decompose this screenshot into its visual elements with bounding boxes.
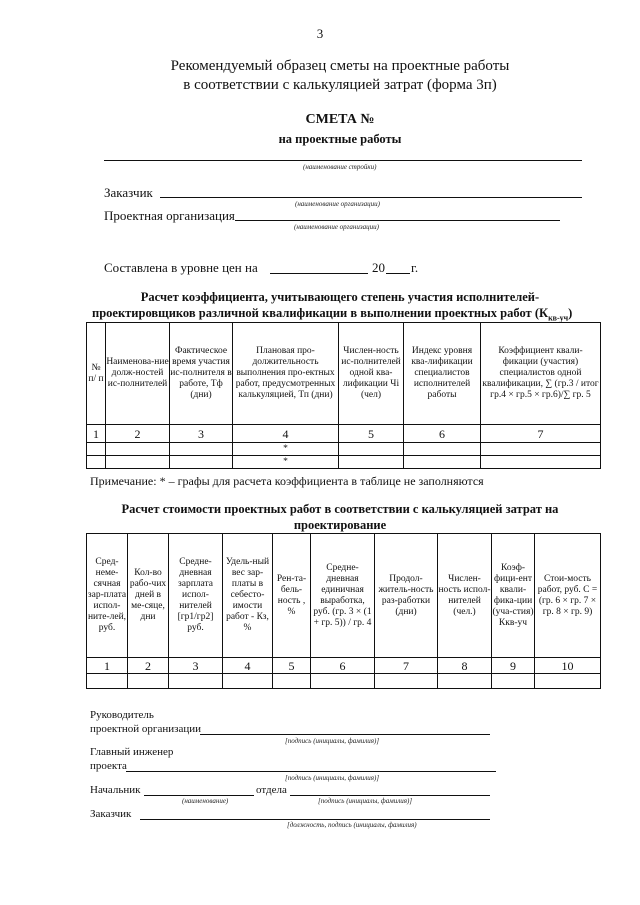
table2-header: Числен-ность испол-нителей (чел.) bbox=[438, 534, 492, 658]
table1-row bbox=[87, 456, 601, 469]
chief-signature-line bbox=[126, 771, 496, 772]
table-cell bbox=[339, 456, 404, 469]
table-cell bbox=[375, 674, 438, 689]
customer-hint: (наименование организации) bbox=[295, 200, 380, 208]
column-number: 3 bbox=[170, 425, 233, 443]
table-cell bbox=[481, 443, 601, 456]
table2-header: Средне-дневная зарплата испол-нителей [гр1/гр2] руб. bbox=[169, 534, 223, 658]
table1-number-row bbox=[87, 425, 601, 443]
price-level-year: 20 bbox=[372, 260, 385, 275]
column-number: 6 bbox=[404, 425, 481, 443]
table1-header: Числен-ность ис-полнителей одной ква-лификации Чi (чел) bbox=[339, 323, 404, 425]
construction-line bbox=[104, 160, 582, 161]
table-cell bbox=[481, 456, 601, 469]
table2-header: Коэф-фици-ент квали-фика-ции (уча-стия) Ккв-уч bbox=[492, 534, 535, 658]
star-cell: * bbox=[233, 443, 339, 456]
column-number: 2 bbox=[106, 425, 170, 443]
star-cell: * bbox=[233, 456, 339, 469]
column-number: 2 bbox=[128, 658, 169, 674]
column-number: 6 bbox=[311, 658, 375, 674]
column-number: 3 bbox=[169, 658, 223, 674]
table2-header-row bbox=[87, 534, 601, 658]
document-title bbox=[40, 57, 640, 95]
table-cell bbox=[311, 674, 375, 689]
column-number: 1 bbox=[87, 425, 106, 443]
title-line-1: Рекомендуемый образец сметы на проектные работы bbox=[170, 58, 510, 74]
dept-name-hint: (наименование) bbox=[182, 797, 229, 805]
table2-header: Сред-неме-сячная зар-плата испол-ните-лей, руб. bbox=[87, 534, 128, 658]
customer-signature-line bbox=[140, 819, 490, 820]
table-cell bbox=[535, 674, 601, 689]
design-org-hint: (наименование организации) bbox=[294, 223, 379, 231]
table-cell bbox=[438, 674, 492, 689]
table-cell bbox=[87, 456, 106, 469]
construction-hint: (наименование стройки) bbox=[303, 163, 377, 171]
column-number: 7 bbox=[481, 425, 601, 443]
price-level-year-line bbox=[386, 273, 410, 274]
column-number: 8 bbox=[438, 658, 492, 674]
dept-label: отдела bbox=[256, 784, 287, 796]
table2-caption-line2: проектирование bbox=[293, 518, 387, 532]
column-number: 7 bbox=[375, 658, 438, 674]
table-cell bbox=[87, 443, 106, 456]
table-cell bbox=[87, 674, 128, 689]
table-cell bbox=[404, 456, 481, 469]
table2-header: Продол-житель-ность раз-работки (дни) bbox=[375, 534, 438, 658]
table-cell bbox=[404, 443, 481, 456]
chief-engineer-line2: проекта bbox=[90, 760, 127, 772]
table-cell bbox=[106, 456, 170, 469]
column-number: 5 bbox=[339, 425, 404, 443]
table-cell bbox=[223, 674, 273, 689]
table1-header: Плановая про-должительность выполнения про-ектных работ, предусмотренных калькуляцией, Тп (дни) bbox=[233, 323, 339, 425]
table2-row bbox=[87, 674, 601, 689]
column-number: 1 bbox=[87, 658, 128, 674]
price-level-suffix: г. bbox=[411, 260, 419, 275]
smeta-heading: СМЕТА № bbox=[305, 112, 375, 127]
coefficient-table bbox=[86, 322, 601, 469]
table-cell bbox=[128, 674, 169, 689]
customer-signature-hint: [должность, подпись (инициалы, фамилия) bbox=[287, 821, 417, 829]
table1-note: Примечание: * – графы для расчета коэффициента в таблице не заполняются bbox=[90, 474, 484, 488]
customer-signature-label: Заказчик bbox=[90, 808, 132, 820]
table2-number-row bbox=[87, 658, 601, 674]
table1-header: Коэффициент квали-фикации (участия) специалистов одной квалификации, ∑ (гр.3 / итог гр.4 × гр.5 × гр.6)/∑ гр. 5 bbox=[481, 323, 601, 425]
customer-label: Заказчик bbox=[104, 185, 153, 200]
table-cell bbox=[169, 674, 223, 689]
table1-header: Индекс уровня ква-лификации специалистов исполнителей работы bbox=[404, 323, 481, 425]
table1-caption-line1: Расчет коэффициента, учитывающего степень участия исполнителей- bbox=[140, 290, 540, 304]
table-cell bbox=[170, 456, 233, 469]
dept-name-line bbox=[144, 795, 254, 796]
design-org-label: Проектная организация bbox=[104, 208, 235, 223]
table-cell bbox=[273, 674, 311, 689]
table1-header: Наименова-ние долж-ностей ис-полнителей bbox=[106, 323, 170, 425]
table1-header: № п/ п bbox=[87, 323, 106, 425]
head-label-line2: проектной организации bbox=[90, 723, 201, 735]
column-number: 10 bbox=[535, 658, 601, 674]
price-level-date-line bbox=[270, 273, 368, 274]
dept-head-label: Начальник bbox=[90, 784, 141, 796]
head-label-line1: Руководитель bbox=[90, 709, 154, 721]
dept-signature-line bbox=[290, 795, 490, 796]
table1-header-row bbox=[87, 323, 601, 425]
table2-header: Средне-дневная единичная выработка, руб. (гр. 3 × (1 + гр. 5)) / гр. 4 bbox=[311, 534, 375, 658]
column-number: 4 bbox=[233, 425, 339, 443]
smeta-subheading: на проектные работы bbox=[278, 132, 402, 146]
price-level-label: Составлена в уровне цен на bbox=[104, 260, 258, 275]
column-number: 5 bbox=[273, 658, 311, 674]
table2-header: Удель-ный вес зар-платы в себесто-имости работ - Кз, % bbox=[223, 534, 273, 658]
table1-caption-line2: проектировщиков различной квалификации в выполнении проектных работ $(К_{кв-уч})$ bbox=[92, 306, 573, 323]
dept-signature-hint: [подпись (инициалы, фамилия)] bbox=[318, 797, 413, 805]
title-line-2: в соответствии с калькуляцией затрат (форма 3п) bbox=[183, 77, 497, 93]
head-signature-line bbox=[200, 734, 490, 735]
customer-line bbox=[160, 197, 582, 198]
chief-engineer-line1: Главный инженер bbox=[90, 746, 174, 758]
table2-caption-line1: Расчет стоимости проектных работ в соответствии с калькуляцией затрат на bbox=[121, 502, 559, 516]
column-number: 4 bbox=[223, 658, 273, 674]
table1-header: Фактическое время участия ис-полнителя в работе, Тф (дни) bbox=[170, 323, 233, 425]
page-number: 3 bbox=[316, 26, 324, 41]
table-cell bbox=[106, 443, 170, 456]
table-cell bbox=[339, 443, 404, 456]
head-signature-hint: [подпись (инициалы, фамилия)] bbox=[285, 737, 380, 745]
chief-signature-hint: [подпись (инициалы, фамилия)] bbox=[285, 774, 380, 782]
table2-header: Кол-во рабо-чих дней в ме-сяце, дни bbox=[128, 534, 169, 658]
column-number: 9 bbox=[492, 658, 535, 674]
table1-row bbox=[87, 443, 601, 456]
design-org-line bbox=[235, 220, 560, 221]
table2-header: Стои-мость работ, руб. С = (гр. 6 × гр. 7 × гр. 8 × гр. 9) bbox=[535, 534, 601, 658]
cost-table bbox=[86, 533, 601, 689]
table2-header: Рен-та-бель-ность , % bbox=[273, 534, 311, 658]
table-cell bbox=[170, 443, 233, 456]
table-cell bbox=[492, 674, 535, 689]
